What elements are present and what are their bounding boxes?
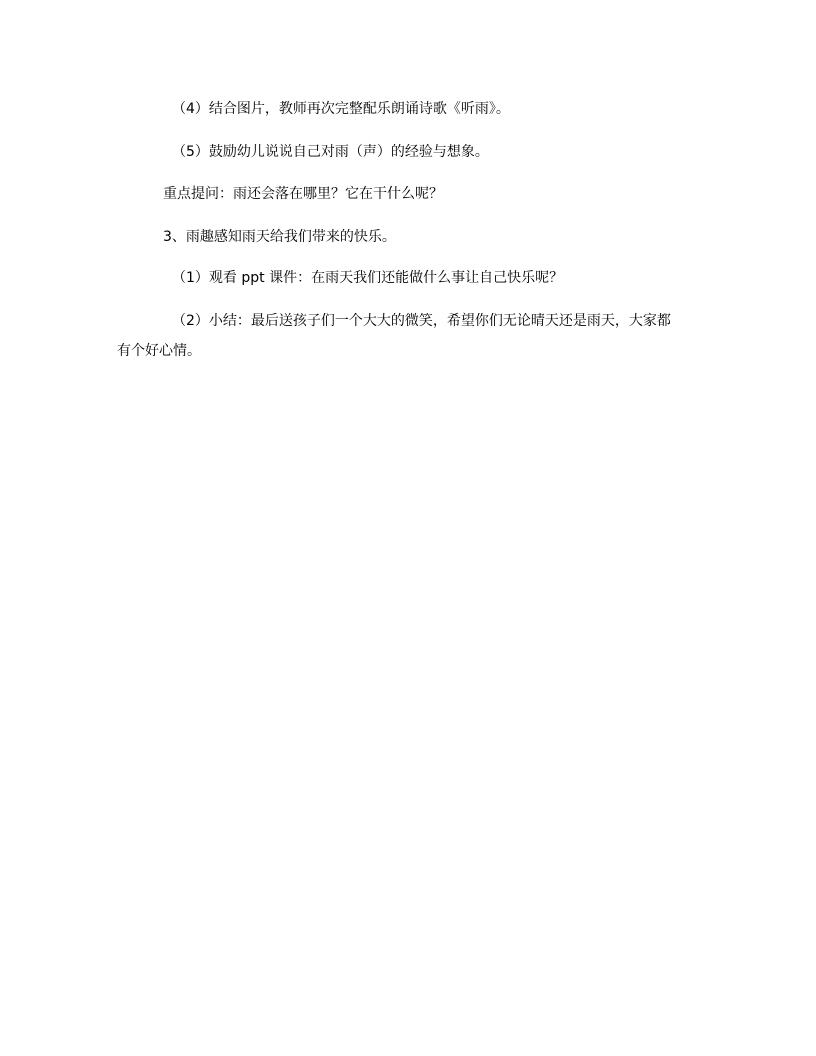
paragraph-step-1: （1）观看 ppt 课件：在雨天我们还能做什么事让自己快乐呢？ bbox=[172, 270, 564, 286]
paragraph-step-5: （5）鼓励幼儿说说自己对雨（声）的经验与想象。 bbox=[172, 144, 489, 160]
paragraph-step-4: （4）结合图片，教师再次完整配乐朗诵诗歌《听雨》。 bbox=[172, 101, 510, 117]
paragraph-key-question: 重点提问：雨还会落在哪里？它在干什么呢？ bbox=[163, 186, 443, 202]
paragraph-section-3: 3、雨趣感知雨天给我们带来的快乐。 bbox=[163, 229, 396, 245]
paragraph-step-2-continued: 有个好心情。 bbox=[117, 343, 201, 359]
paragraph-step-2: （2）小结：最后送孩子们一个大大的微笑，希望你们无论晴天还是雨天，大家都 bbox=[172, 313, 671, 329]
